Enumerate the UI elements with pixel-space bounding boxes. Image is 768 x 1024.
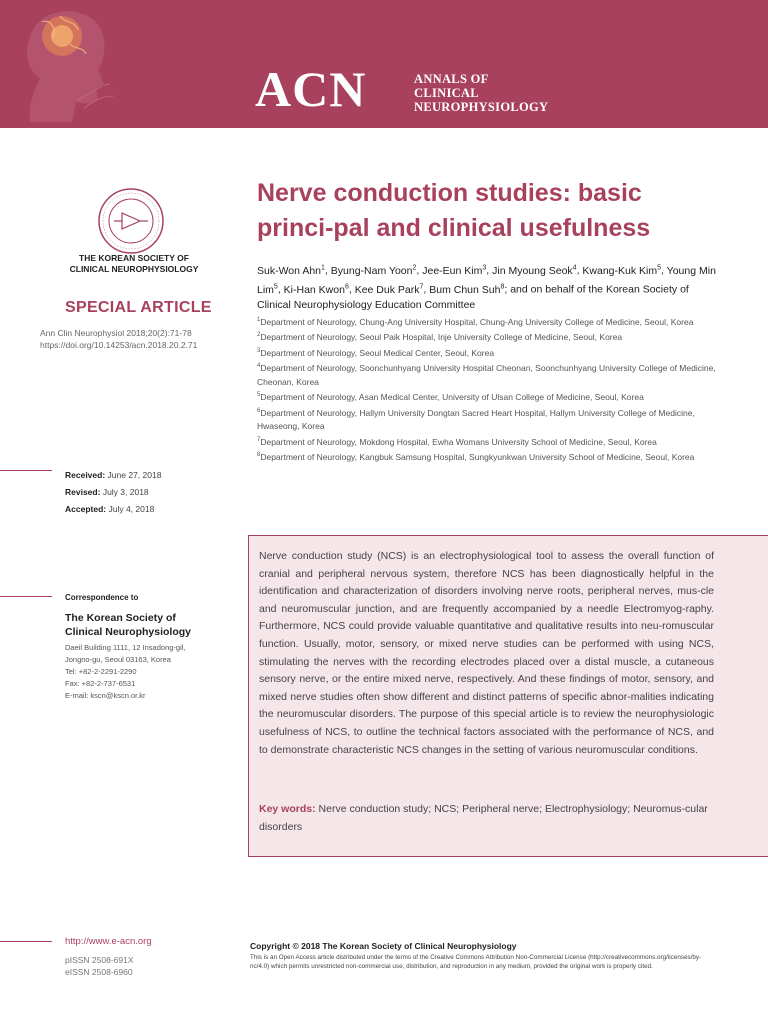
correspondence-name: The Korean Society of Clinical Neurophysiology: [65, 612, 192, 638]
article-dates: [65, 467, 161, 518]
issn-info: [65, 954, 134, 978]
date-revised: Revised: July 3, 2018: [65, 487, 149, 497]
authors-tail: ; and on behalf of the Korean Society of Clinical Neurophysiology Education Committee: [257, 283, 689, 311]
keywords: [259, 801, 714, 836]
author: Kee Duk Park$^7$: [354, 283, 424, 296]
author: Young Min Lim$^5$: [257, 264, 716, 296]
affiliation: $^8$Department of Neurology, Kangbuk Samsung Hospital, Sungkyunkwan University School of Medicine, Seoul, Korea: [257, 451, 695, 462]
journal-url-link[interactable]: http://www.e-acn.org: [65, 936, 152, 947]
author: Jee-Eun Kim$^3$: [422, 264, 487, 277]
affiliation: $^2$Department of Neurology, Seoul Paik Hospital, Inje University College of Medicine, Seoul, Korea: [257, 332, 623, 343]
article-title: Nerve conduction studies: basic princi-pal and clinical usefulness: [257, 179, 651, 242]
email-link[interactable]: E-mail: kscn@kscn.or.kr: [65, 691, 146, 700]
affiliation: $^1$Department of Neurology, Chung-Ang University Hospital, Chung-Ang University College of Medicine, Seoul, Korea: [257, 316, 694, 327]
affiliation: $^7$Department of Neurology, Mokdong Hospital, Ewha Womans University School of Medicine, Seoul, Korea: [257, 436, 657, 447]
affiliation: $^6$Department of Neurology, Hallym University Dongtan Sacred Heart Hospital, Hallym University College of Medicine, Hwaseong, Korea: [257, 407, 695, 432]
abstract-box: [248, 535, 768, 857]
author: Ki-Han Kwon$^6$: [283, 283, 349, 296]
citation: [40, 327, 197, 351]
citation-ref: Ann Clin Neurophysiol 2018;20(2):71-78: [40, 328, 192, 338]
article-type: SPECIAL ARTICLE: [65, 299, 212, 316]
society-name: THE KOREAN SOCIETY OF CLINICAL NEUROPHYSIOLOGY: [69, 253, 199, 274]
keywords-text: Nerve conduction study; NCS; Peripheral nerve; Electrophysiology; Neuromus-cular disorders: [259, 803, 708, 833]
author-list: Suk-Won Ahn$^1$, Byung-Nam Yoon$^2$, Jee-Eun Kim$^3$, Jin Myoung Seok$^4$, Kwang-Kuk Kim$^5$, Young Min Lim$^5$, Ki-Han Kwon$^6$, Kee Duk Park$^7$, Bum Chun Suh$^8$; and on behalf of the Korean Society of Clinical Neurophysiology Education Committee: [257, 264, 716, 311]
correspondence-heading: Correspondence to: [65, 593, 139, 602]
license-text: This is an Open Access article distributed under the terms of the Creative Commons Attribution Non-Commercial License (http://creativecommons.org/licenses/by-nc/4.0) which permits unrestricted non-commercial use, distribution, and reproduction in any medium, provided the original work is properly cited.: [250, 954, 702, 970]
pissn: pISSN 2508-691X: [65, 955, 134, 965]
doi-link[interactable]: https://doi.org/10.14253/acn.2018.20.2.71: [40, 340, 198, 350]
keywords-label: Key words:: [259, 803, 316, 815]
divider: [0, 596, 52, 597]
affiliation: $^3$Department of Neurology, Seoul Medical Center, Seoul, Korea: [257, 347, 495, 358]
divider: [0, 941, 52, 942]
affiliation: $^4$Department of Neurology, Soonchunhyang University Hospital Cheonan, Soonchunhyang University College of Medicine, Cheonan, Korea: [257, 363, 716, 387]
author: Byung-Nam Yoon$^2$: [330, 264, 417, 277]
affiliation-list: [257, 314, 717, 465]
head-silhouette-icon: [0, 0, 140, 128]
society-seal-icon: [96, 186, 166, 256]
date-received: Received: June 27, 2018: [65, 470, 162, 480]
journal-name: ANNALS OF CLINICAL NEUROPHYSIOLOGY: [414, 72, 549, 114]
copyright-notice: Copyright © 2018 The Korean Society of Clinical Neurophysiology: [250, 941, 517, 951]
author: Bum Chun Suh$^8$: [429, 283, 505, 296]
date-accepted: Accepted: July 4, 2018: [65, 504, 155, 514]
author: Jin Myoung Seok$^4$: [492, 264, 577, 277]
author: Kwang-Kuk Kim$^5$: [582, 264, 662, 277]
correspondence-details: Daeil Building 1111, 12 Insadong-gil, Jongno-gu, Seoul 03163, Korea Tel: +82-2-2291-2290 Fax: +82-2-737-6531 E-mail: kscn@kscn.or.kr: [65, 643, 186, 700]
journal-banner: [0, 0, 768, 128]
abstract-text: Nerve conduction study (NCS) is an electrophysiological tool to assess the overall function of cranial and peripheral nervous system, therefore NCS has been diagnostically helpful in the identification and characterization of disorders involving nerve roots, peripheral nerves, mus-cle and neuromuscular junction, and are frequently accompanied by a needle Electromyog-raphy. Furthermore, NCS could provide valuable quantitative and qualitative results into neu-romuscular function. Usually, motor, sensory, or mixed nerve studies can be performed with using NCS, stimulating the nerves with the recording electrodes placed over a distal muscle, a cutaneous sensory nerve, or the entire mixed nerve, respectively. And these findings of motor, sensory, and mixed nerve studies often show different and distinct patterns of specific abnor-malities indicating the neuromuscular disorders. The purpose of this special article is to review the neurophysiologic usefulness of NCS, to outline the technical factors associated with the performance of NCS, and to demonstrate characteristic NCS changes in the setting of various neuromuscular conditions.: [259, 550, 714, 756]
eissn: eISSN 2508-6960: [65, 967, 133, 977]
divider: [0, 470, 52, 471]
author: Suk-Won Ahn$^1$: [257, 264, 325, 277]
affiliation: $^5$Department of Neurology, Asan Medical Center, University of Ulsan College of Medicine, Seoul, Korea: [257, 392, 644, 403]
journal-acronym: ACN: [255, 61, 367, 117]
